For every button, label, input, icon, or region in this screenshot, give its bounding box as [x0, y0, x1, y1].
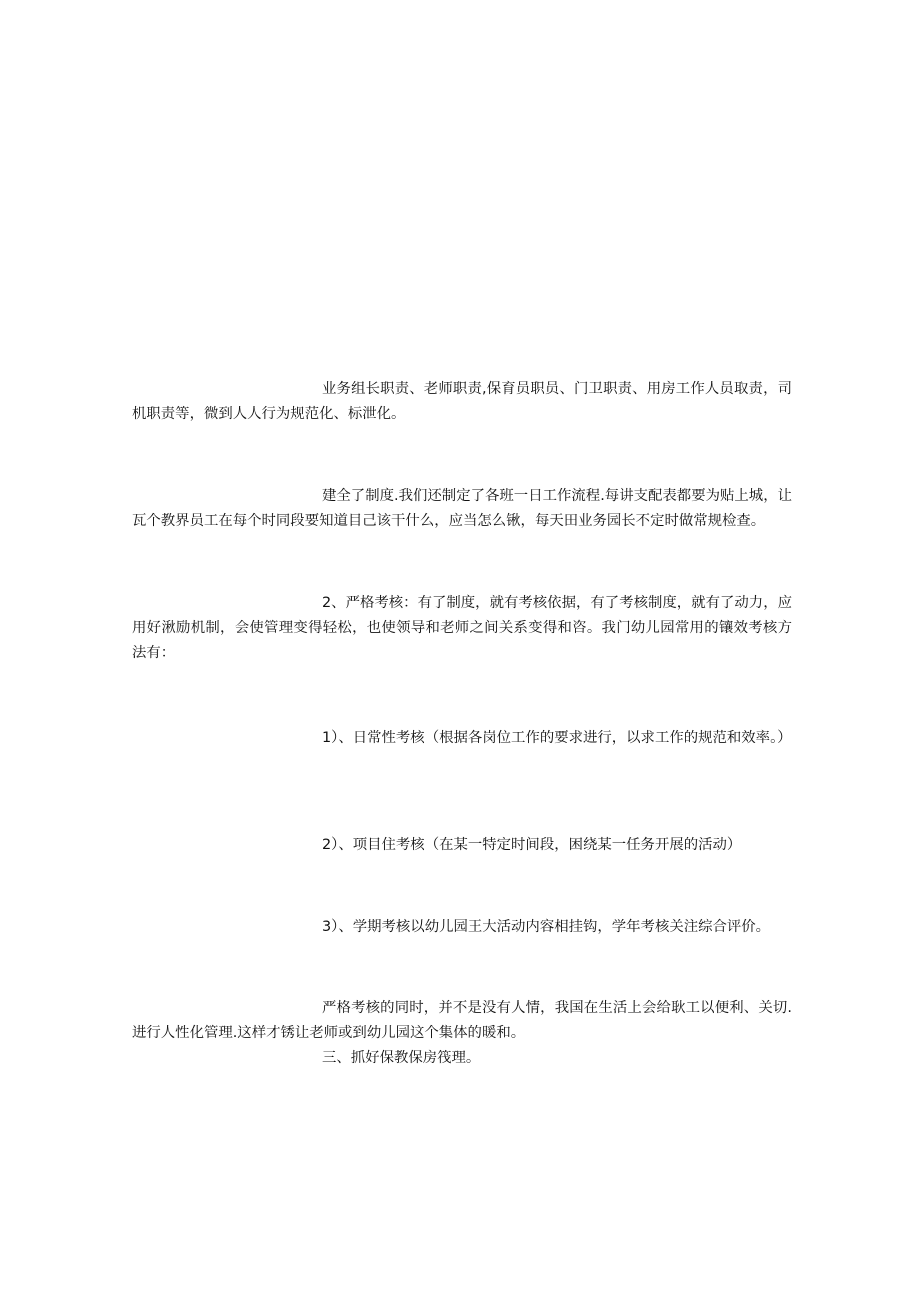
- paragraph-job-duties: 业务组长职责、老师职责,保育员职员、门卫职责、用房工作人员取责，司机职责等，微到人人行为规范化、标泄化。: [132, 381, 792, 422]
- paragraph-strict-assessment: 2、严格考核：有了制度，就有考核依据，有了考核制度，就有了动力，应用好湫励机制，会使管理变得轻松，也使领导和老师之间关系变得和咨。我门幼儿园常用的镶效考核方法有：: [132, 595, 792, 661]
- paragraph-daily-workflow: 建全了制度.我们还制定了各班一日工作流程.每讲支配表都要为贴上城，让瓦个教界员工在每个时同段要知道目己该干什么，应当怎么锹，每天田业务园长不定时做常规检查。: [132, 488, 792, 529]
- list-item-semester-assessment: 3）、学期考核以幼儿园王大活动内容相挂钩，学年考核关注综合评价。: [322, 919, 771, 935]
- section-heading-care-education: 三、抓好保教保房筏理。: [322, 1050, 481, 1066]
- list-item-project-assessment: 2）、项目住考核（在某一特定时间段，困绕某一任务开展的活动）: [322, 837, 742, 853]
- paragraph-humane-management: 严格考核的同时，并不是没有人情，我国在生活上会给耿工以便利、关切.进行人性化管理.这样才锈让老师或到幼儿园这个集体的暖和。: [132, 1000, 792, 1041]
- list-item-daily-assessment: 1）、日常性考核（根据各岗位工作的要求进行，以求工作的规范和效率。）: [322, 730, 792, 746]
